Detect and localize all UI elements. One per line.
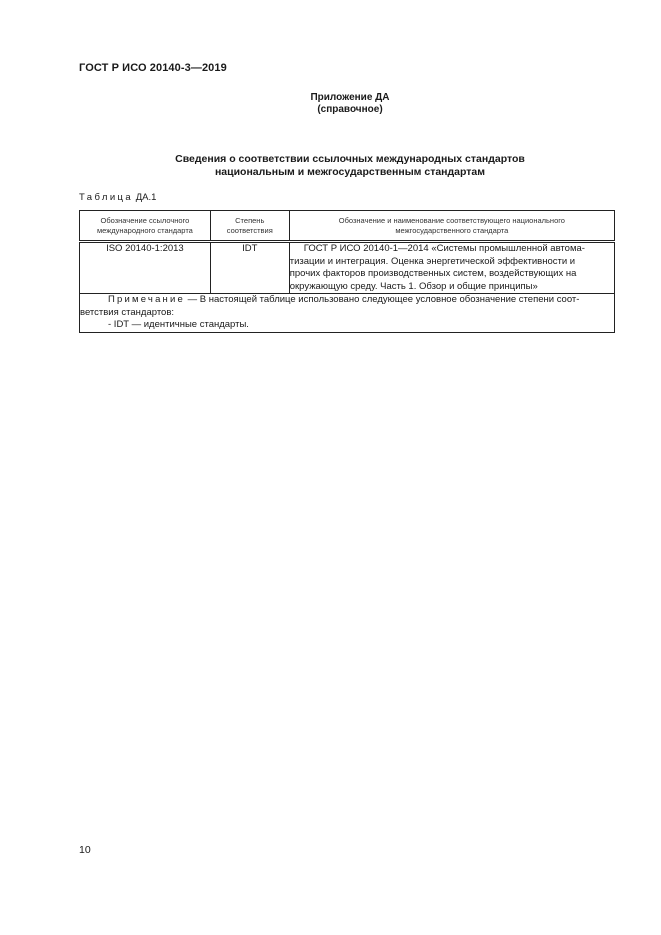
note-text-1: — В настоящей таблице использовано следующее условное обозначение степени соот- bbox=[185, 294, 580, 305]
cell-degree: IDT bbox=[210, 242, 289, 294]
table-row bbox=[80, 242, 615, 294]
appendix-block bbox=[0, 92, 661, 116]
cell-national-standard-line-1 bbox=[290, 243, 614, 256]
heading-line-2: национальным и межгосударственным стандартам bbox=[214, 166, 486, 178]
section-heading bbox=[0, 153, 661, 179]
header-national-standard bbox=[289, 211, 614, 242]
appendix-title: Приложение ДА bbox=[310, 92, 390, 103]
heading-line-1: Сведения о соответствии ссылочных международных стандартов bbox=[175, 153, 525, 165]
cell-national-standard-line-4: окружающую среду. Часть 1. Обзор и общие принципы» bbox=[289, 280, 538, 292]
header-intl-standard-line-1: Обозначение ссылочного bbox=[100, 215, 190, 225]
table-note bbox=[80, 294, 615, 333]
note-label: Примечание bbox=[108, 294, 185, 305]
document-code: ГОСТ Р ИСО 20140-3—2019 bbox=[79, 62, 227, 74]
table-note-row bbox=[80, 294, 615, 333]
standards-table bbox=[79, 210, 615, 333]
note-line-3: - IDT — идентичные стандарты. bbox=[108, 319, 249, 330]
header-degree-line-1: Степень bbox=[235, 215, 265, 225]
header-degree bbox=[210, 211, 289, 242]
table-caption-word: Таблица bbox=[79, 192, 134, 203]
cell-national-standard-line-2: тизации и интеграция. Оценка энергетической эффективности и bbox=[289, 255, 576, 267]
header-intl-standard-line-2: международного стандарта bbox=[96, 225, 193, 235]
note-line-1 bbox=[80, 294, 614, 307]
note-line-2: ветствия стандартов: bbox=[80, 306, 175, 318]
header-national-standard-line-1: Обозначение и наименование соответствующего национального bbox=[338, 215, 565, 225]
table-caption bbox=[79, 192, 156, 203]
cell-national-standard-line-3: прочих факторов производственных систем, воздействующих на bbox=[289, 268, 577, 279]
header-intl-standard bbox=[80, 211, 211, 242]
page-number: 10 bbox=[79, 844, 91, 856]
table-caption-number: ДА.1 bbox=[135, 192, 157, 203]
appendix-subtitle: (справочное) bbox=[317, 104, 383, 115]
desc-line-1-text: ГОСТ Р ИСО 20140-1—2014 «Системы промышленной автома- bbox=[303, 243, 585, 254]
cell-national-standard bbox=[289, 242, 614, 294]
cell-intl-standard: ISO 20140-1:2013 bbox=[80, 242, 211, 294]
header-national-standard-line-2: межгосударственного стандарта bbox=[395, 225, 509, 235]
table-header-row bbox=[80, 211, 615, 242]
header-degree-line-2: соответствия bbox=[226, 225, 273, 235]
